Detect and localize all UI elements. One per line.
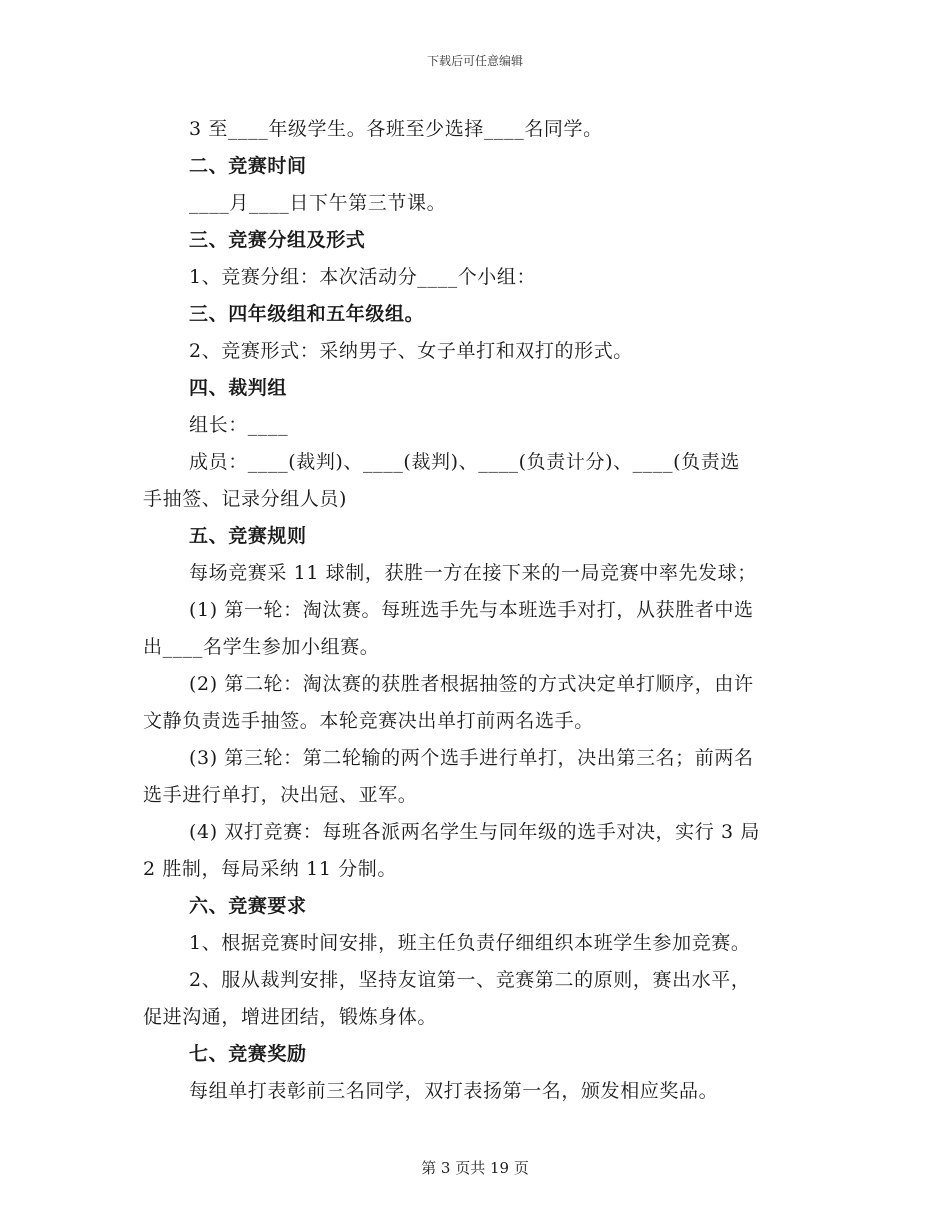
body-line: 2、竞赛形式：采纳男子、女子单打和双打的形式。 <box>189 340 633 362</box>
body-line: 2 胜制，每局采纳 11 分制。 <box>143 858 397 880</box>
page-footer: 第 3 页共 19 页 <box>421 1159 529 1177</box>
body-line: 成员：____(裁判)、____(裁判)、____(负责计分)、____(负责选 <box>189 451 740 473</box>
body-line: 每场竞赛采 11 球制，获胜一方在接下来的一局竞赛中率先发球； <box>189 562 757 584</box>
body-line: (2) 第二轮：淘汰赛的获胜者根据抽签的方式决定单打顺序，由许 <box>189 673 754 695</box>
body-line: 2、服从裁判安排，坚持友谊第一、竞赛第二的原则，赛出水平， <box>189 969 751 991</box>
body-line: 促进沟通，增进团结，锻炼身体。 <box>143 1006 438 1028</box>
body-line: 手抽签、记录分组人员) <box>143 488 348 510</box>
section-heading: 四、裁判组 <box>189 377 288 399</box>
body-line: ____月____日下午第三节课。 <box>189 192 447 214</box>
body-line: 1、竞赛分组：本次活动分____个小组： <box>189 266 537 288</box>
body-line: (4) 双打竞赛：每班各派两名学生与同年级的选手对决，实行 3 局 <box>189 821 760 843</box>
page-header: 下载后可任意编辑 <box>426 54 523 68</box>
section-heading: 五、竞赛规则 <box>189 525 307 547</box>
section-heading: 二、竞赛时间 <box>189 155 307 177</box>
section-heading: 七、竞赛奖励 <box>189 1043 307 1065</box>
section-heading: 六、竞赛要求 <box>189 895 307 917</box>
body-line: 3 至____年级学生。各班至少选择____名同学。 <box>189 118 603 140</box>
body-line: 每组单打表彰前三名同学，双打表扬第一名，颁发相应奖品。 <box>189 1080 719 1102</box>
body-line: 组长：____ <box>189 414 289 436</box>
body-line: 1、根据竞赛时间安排，班主任负责仔细组织本班学生参加竞赛。 <box>189 932 751 954</box>
section-heading: 三、竞赛分组及形式 <box>189 229 366 251</box>
body-line: 出____名学生参加小组赛。 <box>143 636 380 658</box>
body-line: 选手进行单打，决出冠、亚军。 <box>143 784 418 806</box>
body-line: (3) 第三轮：第二轮输的两个选手进行单打，决出第三名；前两名 <box>189 747 754 769</box>
section-heading: 三、四年级组和五年级组。 <box>189 303 425 325</box>
body-line: (1) 第一轮：淘汰赛。每班选手先与本班选手对打，从获胜者中选 <box>189 599 754 621</box>
body-line: 文静负责选手抽签。本轮竞赛决出单打前两名选手。 <box>143 710 594 732</box>
document-body <box>143 111 808 1110</box>
